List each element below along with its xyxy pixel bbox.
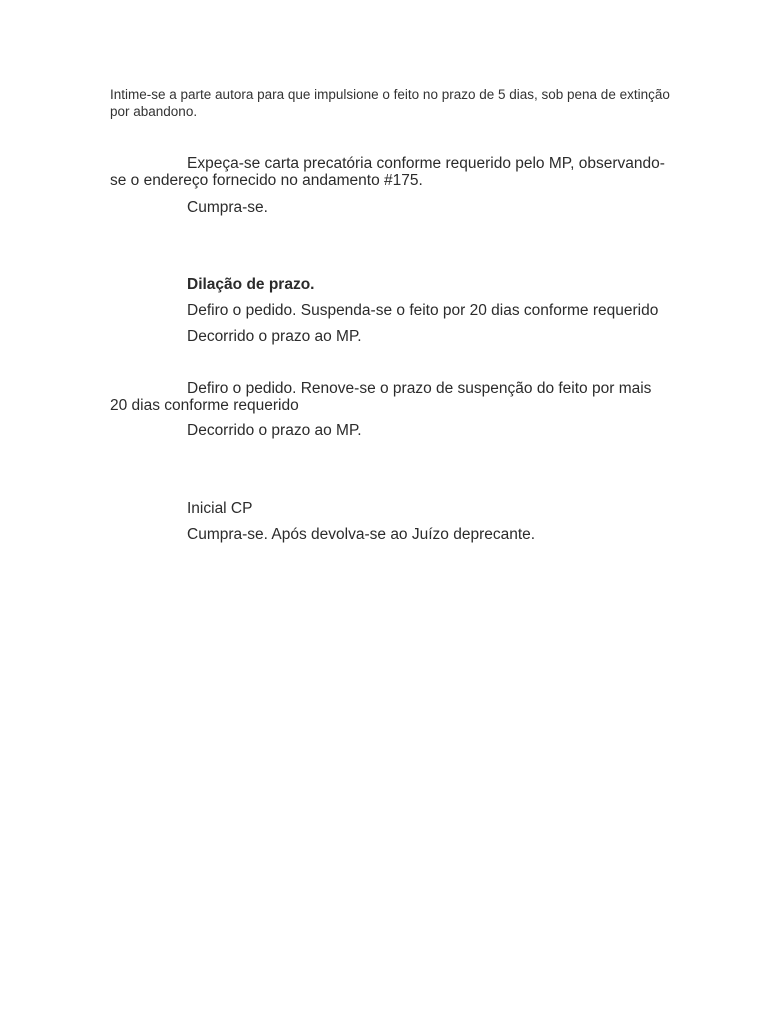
paragraph-inicial-cp: Inicial CP	[187, 500, 253, 517]
heading-dilacao-de-prazo: Dilação de prazo.	[187, 276, 315, 293]
paragraph-decorrido-prazo-1: Decorrido o prazo ao MP.	[187, 328, 362, 345]
paragraph-defiro-suspenda: Defiro o pedido. Suspenda-se o feito por 20 dias conforme requerido	[187, 302, 659, 319]
paragraph-cumpra-se-devolva: Cumpra-se. Após devolva-se ao Juízo deprecante.	[187, 526, 536, 543]
paragraph-cumpra-se: Cumpra-se.	[187, 199, 268, 216]
paragraph-intimacao: Intime-se a parte autora para que impulsione o feito no prazo de 5 dias, sob pena de extinção por abandono.	[110, 87, 670, 119]
paragraph-carta-precatoria: Expeça-se carta precatória conforme requerido pelo MP, observando-se o endereço fornecido no andamento #175.	[110, 155, 665, 189]
paragraph-decorrido-prazo-2: Decorrido o prazo ao MP.	[187, 422, 362, 439]
paragraph-defiro-renove: Defiro o pedido. Renove-se o prazo de suspenção do feito por mais 20 dias conforme requerido	[110, 380, 652, 414]
